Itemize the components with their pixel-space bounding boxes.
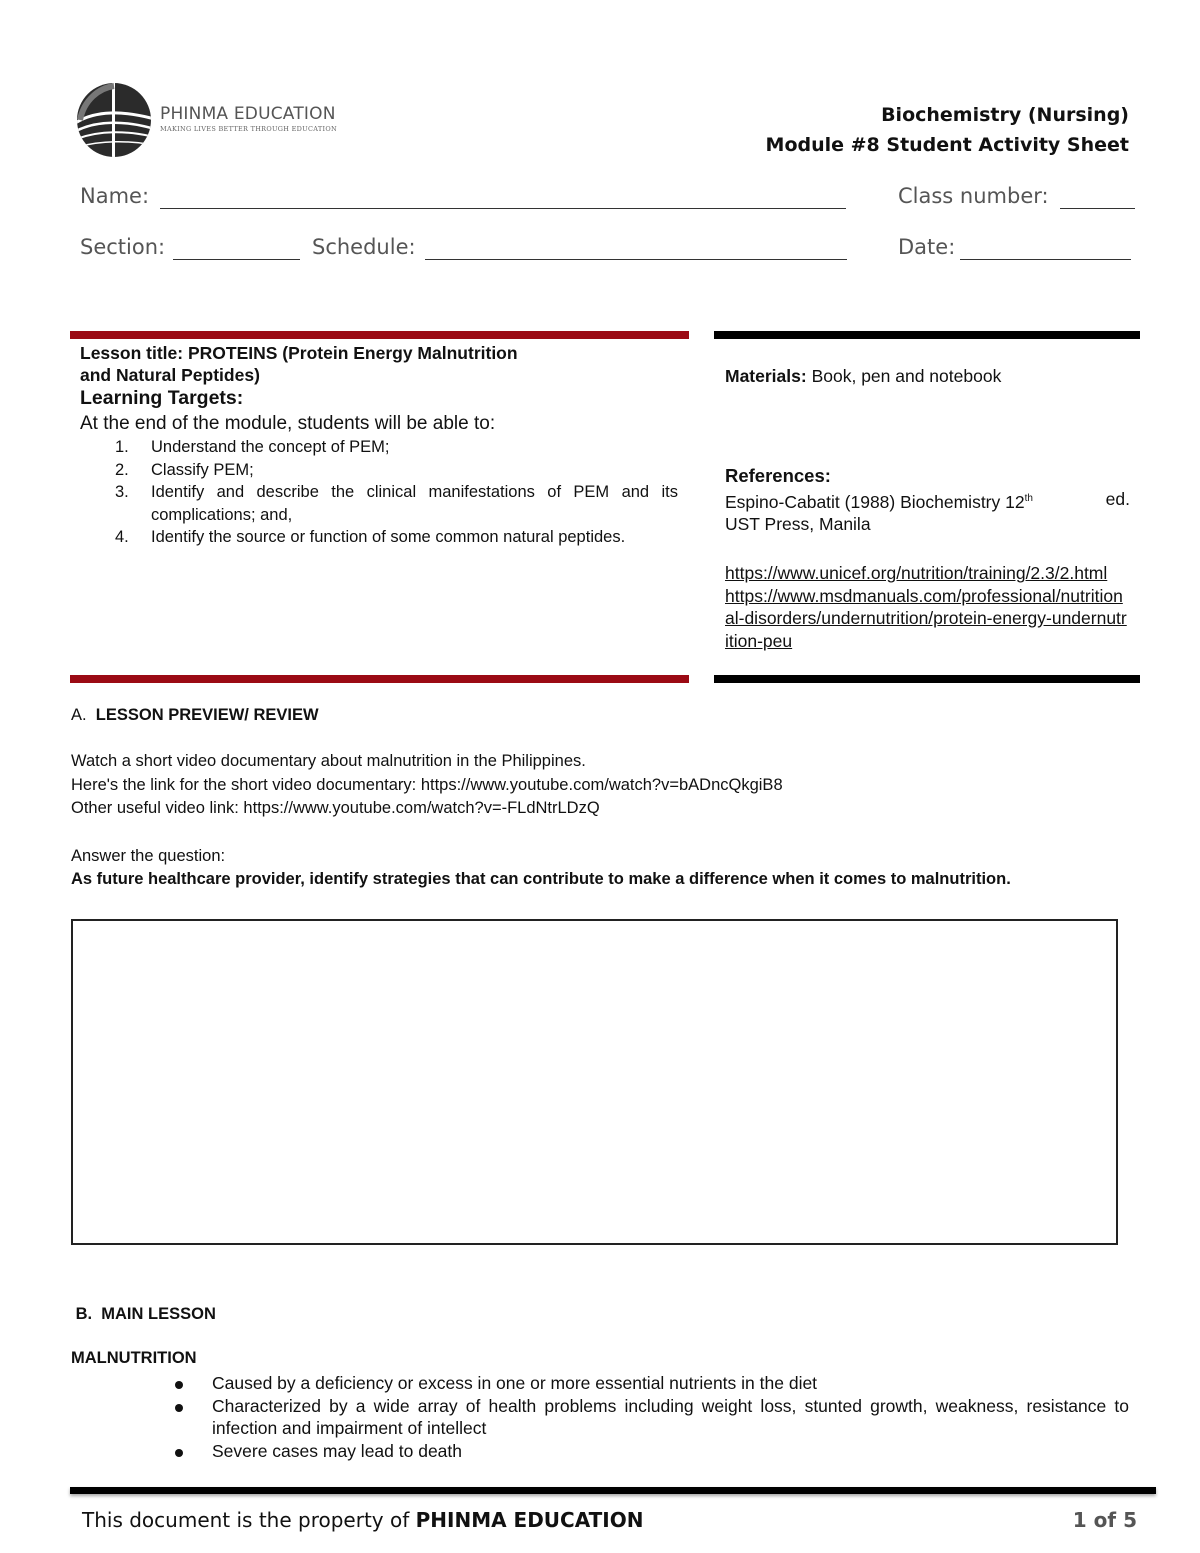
topic-heading: MALNUTRITION (71, 1349, 197, 1367)
phinma-logo (74, 80, 344, 162)
list-item-text: Severe cases may lead to death (212, 1440, 463, 1461)
malnutrition-bullets (71, 1372, 1129, 1462)
page-number: 1 of 5 (1072, 1508, 1137, 1532)
course-title: Biochemistry (Nursing) (881, 104, 1129, 126)
list-item (71, 1372, 1129, 1395)
materials-bottom-rule (714, 675, 1140, 683)
answer-box[interactable] (71, 919, 1118, 1245)
footer-property (82, 1508, 643, 1532)
section-a-body (71, 750, 1129, 892)
materials-label: Materials: (725, 366, 807, 386)
references-heading: References: (725, 465, 831, 486)
learning-targets-list (80, 436, 678, 549)
name-label: Name: (80, 184, 150, 208)
section-blank[interactable] (173, 259, 300, 260)
course-header (766, 100, 1129, 160)
list-item (80, 526, 678, 549)
lesson-title-text-2: and Natural Peptides) (80, 365, 260, 385)
list-item (71, 1395, 1129, 1440)
reference-link-unicef[interactable]: https://www.unicef.org/nutrition/training/2.3/2.html (725, 563, 1108, 584)
logo-tagline: MAKING LIVES BETTER THROUGH EDUCATION (160, 125, 337, 133)
section-a-heading (71, 704, 1129, 728)
reference-book-text: Espino-Cabatit (1988) Biochemistry 12 (725, 491, 1025, 512)
reference-book-line1 (725, 488, 1130, 513)
section-a-title: LESSON PREVIEW/ REVIEW (95, 706, 319, 724)
list-item-text: Caused by a deficiency or excess in one or more essential nutrients in the diet (212, 1373, 818, 1393)
lesson-bottom-rule (70, 675, 689, 683)
materials-top-rule (714, 331, 1140, 339)
question-label: Answer the question: (71, 846, 226, 865)
footer-property-text: This document is the property of (82, 1508, 410, 1532)
list-item (80, 481, 678, 526)
lesson-title (80, 342, 678, 386)
list-item-text: Identify and describe the clinical manifestations of PEM and its complications; and, (151, 483, 678, 524)
footer-rule (70, 1487, 1156, 1494)
bullet-icon (175, 1449, 183, 1457)
date-blank[interactable] (960, 259, 1131, 260)
list-number: 4. (115, 528, 129, 547)
list-item (80, 436, 678, 459)
section-a-letter: A. (71, 706, 87, 724)
schedule-label: Schedule: (312, 235, 416, 259)
bullet-icon (175, 1381, 183, 1389)
reference-book-line2: UST Press, Manila (725, 513, 871, 534)
name-blank[interactable] (160, 208, 846, 209)
class-number-label: Class number: (898, 184, 1049, 208)
list-item (80, 459, 678, 482)
section-label: Section: (80, 235, 166, 259)
list-number: 2. (115, 460, 129, 479)
list-item-text: Characterized by a wide array of health problems including weight loss, stunted growth, weakness, resistance to infection and impairment of intellect (212, 1395, 1129, 1438)
list-item (71, 1440, 1129, 1463)
schedule-blank[interactable] (425, 259, 847, 260)
list-item-text: Classify PEM; (151, 460, 254, 479)
section-b-heading (71, 1303, 1129, 1327)
references-block (725, 465, 1130, 652)
reference-book-sup: th (1024, 492, 1033, 504)
section-b-title: MAIN LESSON (101, 1305, 216, 1323)
logo-wordmark: PHINMA EDUCATION (160, 104, 336, 124)
section-b-letter: B. (75, 1305, 93, 1323)
learning-targets-heading: Learning Targets: (80, 387, 244, 409)
bullet-icon (175, 1404, 183, 1412)
list-number: 1. (115, 438, 129, 456)
section-a-line2[interactable]: Here's the link for the short video documentary: https://www.youtube.com/watch?v=bADncQkgiB8 (71, 775, 783, 794)
materials-value: Book, pen and notebook (811, 366, 1002, 386)
phinma-globe-icon (74, 80, 158, 162)
reference-book-edition: ed. (1105, 488, 1130, 509)
list-item-text: Identify the source or function of some common natural peptides. (151, 528, 626, 547)
list-item-text: Understand the concept of PEM; (151, 438, 390, 456)
learning-targets-intro: At the end of the module, students will be able to: (80, 413, 496, 434)
materials-line (725, 365, 1130, 388)
section-a-line1: Watch a short video documentary about malnutrition in the Philippines. (71, 752, 586, 770)
class-number-blank[interactable] (1060, 208, 1135, 209)
lesson-title-text-1: PROTEINS (Protein Energy Malnutrition (187, 343, 518, 363)
date-label: Date: (898, 235, 956, 259)
sheet-title: Module #8 Student Activity Sheet (765, 134, 1129, 156)
list-number: 3. (115, 483, 129, 502)
reference-link-msd[interactable]: https://www.msdmanuals.com/professional/nutritional-disorders/undernutrition/protein-energy-undernutrition-peu (725, 585, 1127, 651)
lesson-top-rule (70, 331, 689, 339)
footer-owner: PHINMA EDUCATION (415, 1508, 644, 1532)
section-a-line3[interactable]: Other useful video link: https://www.youtube.com/watch?v=-FLdNtrLDzQ (71, 799, 600, 817)
lesson-title-label: Lesson title: (80, 343, 184, 363)
question-text: As future healthcare provider, identify strategies that can contribute to make a difference when it comes to malnutrition. (71, 870, 1011, 888)
lesson-box (80, 342, 678, 549)
